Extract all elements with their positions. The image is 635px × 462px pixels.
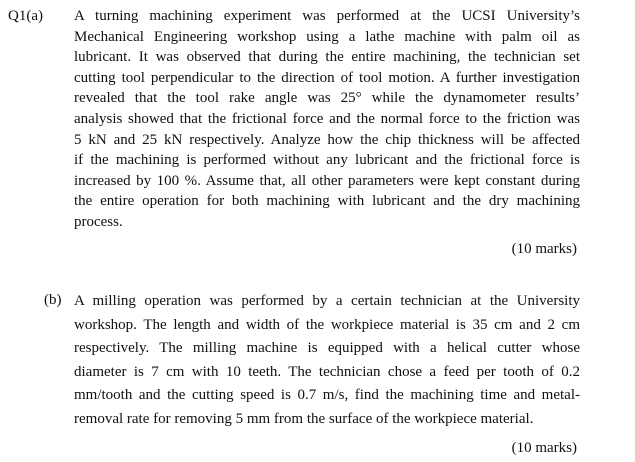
text-line: A turning machining experiment was performed at the UCSI University’s: [74, 8, 580, 24]
text-line: analysis showed that the frictional force and the normal force to the friction was: [74, 110, 580, 127]
text-line: cutting tool perpendicular to the direction of tool motion. A further investigation: [74, 69, 580, 86]
marks-label: (10 marks): [511, 241, 577, 257]
text-line: process.: [74, 213, 123, 230]
text-line: 5 kN and 25 kN respectively. Analyze how the chip thickness will be affected: [74, 131, 580, 148]
question-label: Q1(a): [8, 8, 43, 24]
question-label: (b): [44, 292, 62, 308]
text-line: increased by 100 %. Assume that, all other parameters were kept constant during: [74, 172, 580, 189]
text-line: revealed that the tool rake angle was 25° while the dynamometer results’: [74, 90, 580, 107]
text-line: diameter is 7 cm with 10 teeth. The technician chose a feed per tooth of 0.2: [74, 363, 580, 380]
text-line: removal rate for removing 5 mm from the surface of the workpiece material.: [74, 410, 534, 427]
question-text: [74, 290, 580, 431]
question-text: [74, 6, 580, 233]
text-line: the entire operation for both machining with lubricant and the dry machining: [74, 193, 580, 210]
text-line: if the machining is performed without any lubricant and the frictional force is: [74, 152, 580, 169]
marks-label: (10 marks): [511, 440, 577, 456]
text-line: respectively. The milling machine is equipped with a helical cutter whose: [74, 340, 580, 356]
text-line: Mechanical Engineering workshop using a lathe machine with palm oil as: [74, 28, 580, 45]
text-line: lubricant. It was observed that during the entire machining, the technician set: [74, 49, 580, 66]
text-line: A milling operation was performed by a certain technician at the University: [74, 293, 580, 309]
text-line: workshop. The length and width of the workpiece material is 35 cm and 2 cm: [74, 316, 580, 333]
text-line: mm/tooth and the cutting speed is 0.7 m/s, find the machining time and metal-: [74, 387, 580, 403]
